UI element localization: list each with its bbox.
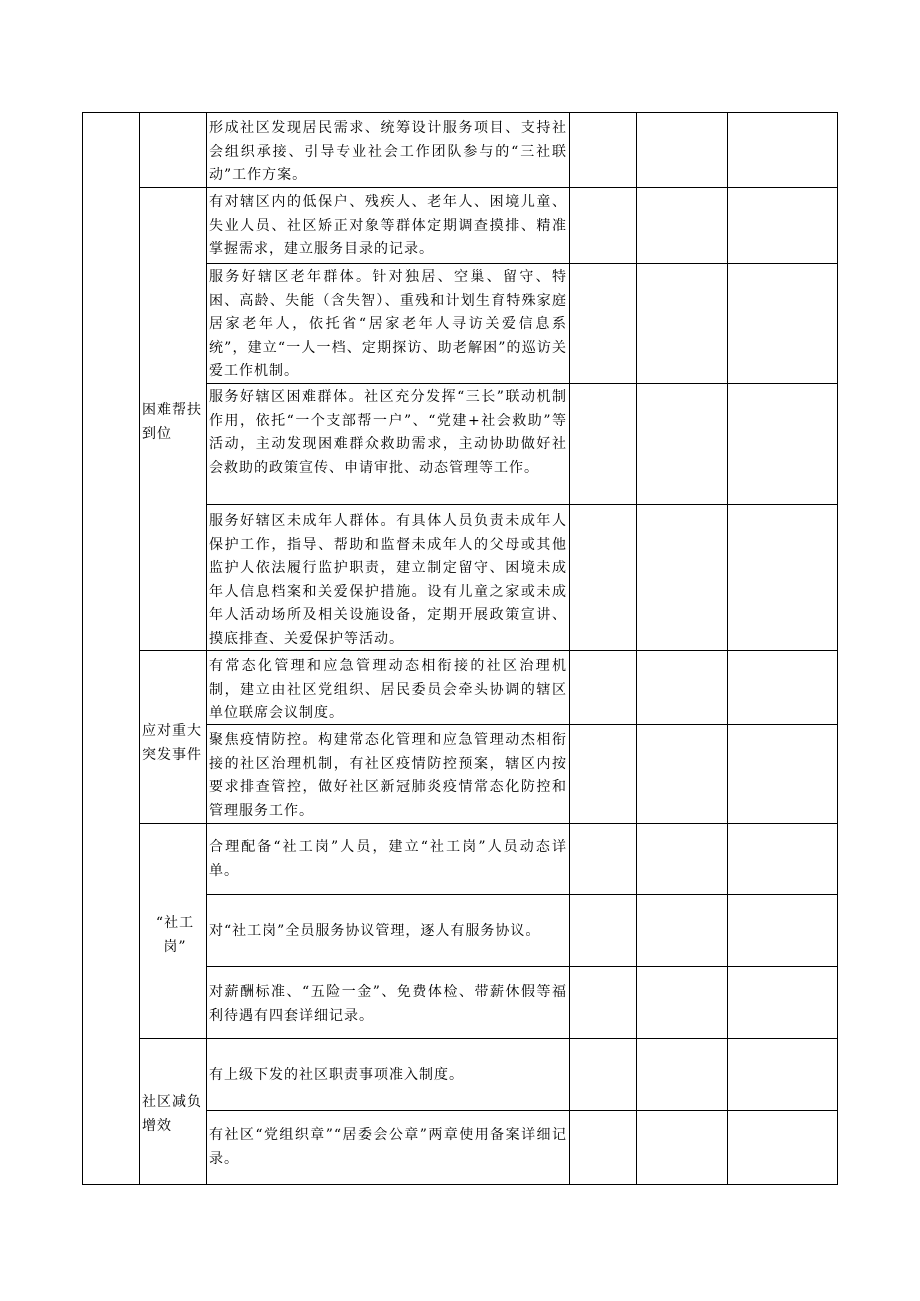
column-divider bbox=[206, 112, 207, 1185]
item-text: 服务好辖区未成年人群体。有具体人员负责未成年人保护工作，指导、帮助和监督未成年人的父母或其他监护人依法履行监护职责，建立制定留守、困境未成年人信息档案和关爱保护措施。设有儿童之家或未成年人活动场所及相关设施设备，定期开展政策宣讲、摸底排查、关爱保护等活动。 bbox=[209, 513, 567, 647]
column-divider bbox=[636, 112, 637, 1185]
item-text: 对“社工岗”全员服务协议管理，逐人有服务协议。 bbox=[209, 923, 541, 939]
item-text: 对薪酬标准、“五险一金”、免费体检、带薪休假等福利待遇有四套详细记录。 bbox=[209, 984, 567, 1024]
item-text: 有对辖区内的低保户、残疾人、老年人、困境儿童、失业人员、社区矫正对象等群体定期调查摸排、精准掌握需求，建立服务目录的记录。 bbox=[209, 194, 567, 257]
row-divider bbox=[139, 823, 838, 824]
item-text: 有常态化管理和应急管理动态相衔接的社区治理机制，建立由社区党组织、居民委员会牵头协调的辖区单位联席会议制度。 bbox=[209, 658, 567, 721]
category-hardship-assistance: 困难帮扶到位 bbox=[142, 402, 202, 442]
row-divider bbox=[206, 1110, 838, 1111]
item-text: 有社区“党组织章”“居委会公章”两章使用备案详细记录。 bbox=[209, 1127, 567, 1167]
row-divider bbox=[206, 894, 838, 895]
category-emergency-response: 应对重大突发事件 bbox=[142, 723, 202, 763]
row-divider bbox=[206, 504, 838, 505]
item-text: 形成社区发现居民需求、统筹设计服务项目、支持社会组织承接、引导专业社会工作团队参与的“三社联动”工作方案。 bbox=[209, 120, 567, 183]
column-divider bbox=[139, 112, 140, 1185]
column-divider bbox=[569, 112, 570, 1185]
row-divider bbox=[139, 1038, 838, 1039]
item-text: 服务好辖区老年群体。针对独居、空巢、留守、特困、高龄、失能（含失智）、重残和计划生育特殊家庭居家老年人，依托省“居家老年人寻访关爱信息系统”，建立“一人一档、定期探访、助老解困”的巡访关爱工作机制。 bbox=[209, 269, 567, 379]
item-text: 有上级下发的社区职责事项准入制度。 bbox=[209, 1067, 464, 1083]
row-divider bbox=[206, 263, 838, 264]
item-text: 合理配备“社工岗”人员，建立“社工岗”人员动态详单。 bbox=[209, 839, 567, 879]
item-text: 服务好辖区困难群体。社区充分发挥“三长”联动机制作用，依托“一个支部帮一户”、“党建+社会救助”等活动，主动发现困难群众救助需求，主动协助做好社会救助的政策宣传、申请审批、动态管理等工作。 bbox=[209, 389, 567, 476]
category-social-work-post: “社工岗” bbox=[155, 915, 195, 955]
column-divider bbox=[727, 112, 728, 1185]
row-divider bbox=[206, 966, 838, 967]
item-text: 聚焦疫情防控。构建常态化管理和应急管理动杰相衔接的社区治理机制，有社区疫情防控预案，辖区内按要求排查管控，做好社区新冠肺炎疫情常态化防控和管理服务工作。 bbox=[209, 732, 567, 819]
category-burden-reduction: 社区减负增效 bbox=[142, 1094, 202, 1134]
